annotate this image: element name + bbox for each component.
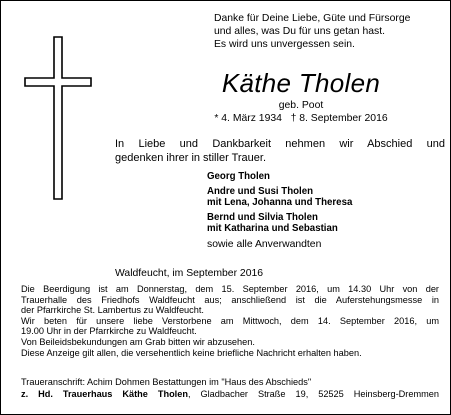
notice-paragraph (21, 337, 439, 348)
birth-name: geb. Poot (278, 100, 324, 111)
family-group (207, 212, 445, 235)
family-member: Bernd und Silvia Tholen (207, 211, 318, 223)
family-member: mit Lena, Johanna und Theresa (207, 197, 353, 208)
notice-paragraph (21, 284, 439, 316)
funeral-notices (21, 284, 439, 358)
notice-line: 19.00 Uhr in der Pfarrkirche zu Waldfeucht. (21, 326, 197, 337)
family-member: Andre und Susi Tholen (207, 185, 314, 197)
family-group (207, 171, 445, 183)
mourning-text (115, 137, 445, 165)
life-dates: * 4. März 1934 † 8. September 2016 (214, 113, 388, 124)
verse-line: und alles, was Du für uns getan hast. (214, 26, 385, 37)
notice-paragraph (21, 348, 439, 359)
verse-line: Danke für Deine Liebe, Güte und Fürsorge (214, 13, 411, 24)
verse-line: Es wird uns unvergessen sein. (214, 39, 355, 50)
family-closing: sowie alle Anverwandten (207, 238, 322, 250)
place-date: Waldfeucht, im September 2016 (115, 268, 264, 279)
address-line: Traueranschrift: Achim Dohmen Bestattungen im "Haus des Abschieds" (21, 377, 312, 387)
address-line (21, 388, 439, 400)
notice-line: Die Beerdigung ist am Donnerstag, dem 15. September 2016, um 14.30 Uhr von der (21, 284, 439, 294)
deceased-name: Käthe Tholen (221, 68, 381, 98)
family-member: mit Katharina und Sebastian (207, 223, 338, 234)
family-group (207, 186, 445, 209)
notice-line: Trauerhalle des Friedhofs Waldfeucht aus; anschließend ist die Auferstehungsmesse in (21, 294, 439, 305)
notice-paragraph (21, 316, 439, 337)
mourning-line: In Liebe und Dankbarkeit nehmen wir Abschied und (115, 138, 445, 150)
family-list (207, 171, 445, 251)
address-street: , Gladbacher Straße 19, 52525 Heinsberg-Dremmen (187, 389, 439, 399)
mourning-address (21, 376, 439, 400)
notice-line: Von Beileidsbekundungen am Grab bitten wir abzusehen. (21, 336, 255, 347)
verse (214, 12, 444, 51)
notice-line: der Pfarrkirche St. Lambertus zu Waldfeucht. (21, 305, 204, 316)
latin-cross-icon (23, 35, 93, 201)
family-member: Georg Tholen (207, 171, 270, 182)
address-recipient: z. Hd. Trauerhaus Käthe Tholen (21, 389, 188, 399)
notice-line: Wir beten für unsere liebe Verstorbene am Mittwoch, dem 14. September 2016, um (21, 315, 439, 326)
mourning-line: gedenken ihrer in stiller Trauer. (115, 152, 267, 164)
notice-line: Diese Anzeige gilt allen, die versehentlich keine briefliche Nachricht erhalten haben. (21, 347, 362, 358)
